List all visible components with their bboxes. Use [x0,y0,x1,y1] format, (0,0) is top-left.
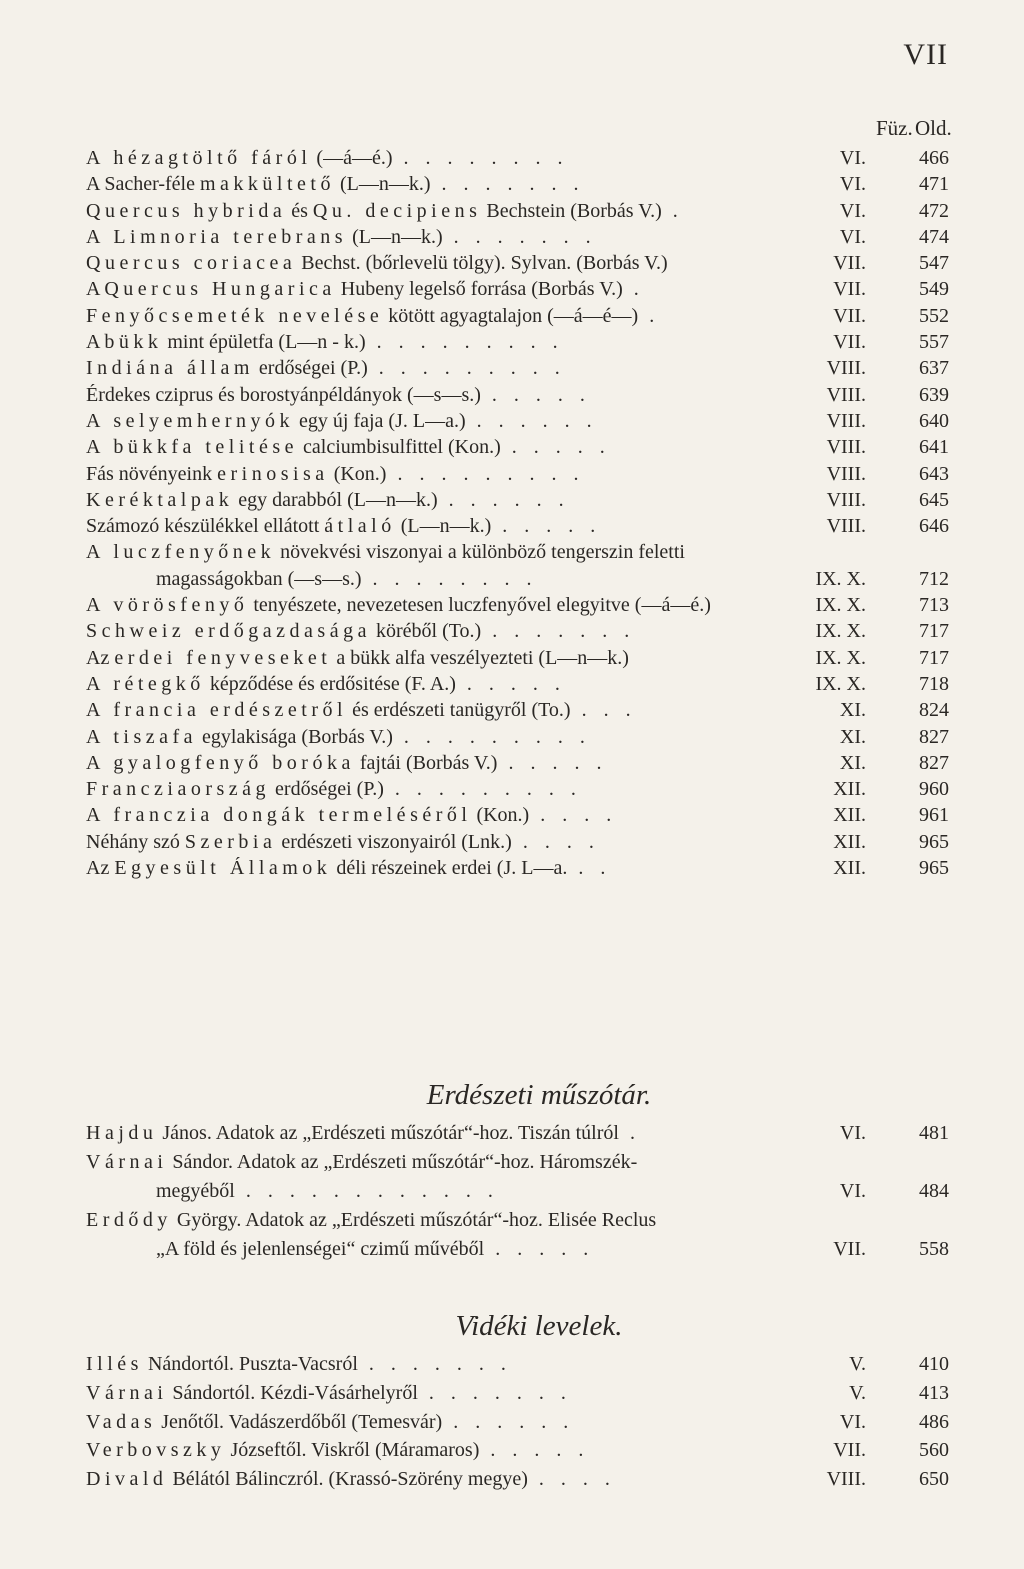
entry-title [86,1151,856,1174]
entry-issue: XII. [833,778,866,801]
entry-text: egy új faja (J. L—a.) [294,409,466,432]
entry-emphasis: Illés [86,1353,143,1375]
index-entry [86,854,952,880]
entry-issue: XII. [833,830,866,853]
entry-emphasis: Verbovszky [86,1439,226,1462]
entry-issue: VI. [839,199,866,222]
entry-title [86,673,856,696]
entry-emphasis: Erdődy [86,1209,172,1231]
index-entry [86,223,952,249]
leader-dots: . . . . . . . . . [386,462,585,485]
entry-emphasis: Egyesült Államok [114,857,332,880]
entry-title [86,252,856,275]
index-entry [86,617,952,643]
entry-issue: XII. [833,804,866,827]
entry-issue: IX. X. [815,646,866,669]
entry-text: köréből (To.) [370,620,482,643]
entry-text: calciumbisulfittel (Kon.) [298,436,501,459]
index-entry [86,302,952,328]
leader-dots: . [618,1122,641,1144]
leader-dots: . . . . . . [437,488,570,511]
index-entry [86,1379,952,1408]
index-entry [86,591,952,617]
entry-text: (Kon.) [471,804,530,827]
entry-page: 717 [919,646,949,669]
entry-emphasis: A selyemhernyók [86,409,295,432]
index-entry [86,1465,952,1494]
leader-dots: . . . . . . . [357,1353,512,1375]
entry-issue: VIII. [826,462,866,485]
leader-dots: . . . . . . . [481,620,636,643]
index-entry [86,197,952,223]
entry-text: Számozó készülékkel ellátott [86,515,325,538]
entry-page: 552 [919,304,949,327]
entry-title [86,357,856,380]
entry-page: 713 [919,594,949,617]
entry-title [86,331,856,354]
index-entry [86,538,952,564]
entry-emphasis: Keréktalpak [86,488,234,511]
entry-emphasis: A rétegkő [86,672,205,695]
leader-dots: . . . . . . [465,409,598,432]
entry-issue: V. [849,1381,866,1404]
entry-text: Sándor. Adatok az „Erdészeti műszótár“-hoz. Háromszék- [167,1151,638,1173]
entry-title [86,1411,856,1434]
leader-dots: . . . . [529,804,618,827]
section-forestry-glossary [86,1071,952,1264]
entry-title [86,594,856,617]
entry-issue: VII. [833,252,866,275]
leader-dots: . . . . . [491,515,602,538]
entry-text: kötött agyagtalajon (—á—é—) [383,304,639,327]
index-entry [86,1436,952,1465]
entry-text: erdőségei (P.) [270,778,384,801]
entry-text: (—á—é.) [311,147,393,169]
index-entry [86,1350,952,1379]
entry-text: (L—n—k.) [334,173,431,196]
entry-text: A Sacher-féle [86,173,200,196]
leader-dots: . . . . . . . [430,173,585,196]
entry-title [86,278,856,301]
entry-text: a bükk alfa veszélyezteti (L—n—k.) [331,646,629,669]
leader-dots: . . . . . . . . . [392,725,591,748]
entry-page: 484 [919,1180,949,1202]
index-entry [86,275,952,301]
entry-text: A [86,278,105,301]
index-entry [86,460,952,486]
entry-text: (L—n—k.) [395,515,492,538]
entry-emphasis: Quercus hybrida [86,199,287,222]
index-entry [86,670,952,696]
entry-emphasis: Quercus Hungarica [104,278,336,301]
leader-dots: . . . . . . . . . [365,331,564,354]
entry-page: 961 [919,804,949,827]
entry-emphasis: Fenyőcsemeték nevelése [86,304,384,327]
entry-page: 471 [919,173,949,196]
entry-issue: XI. [839,699,866,722]
leader-dots: . . . . . . [442,1410,575,1433]
index-entry [86,354,952,380]
index-entry [86,749,952,775]
entry-emphasis: erdei fenyveseket [114,646,332,669]
entry-title [86,515,856,538]
section-heading: Erdészeti műszótár. [426,1079,652,1111]
entry-text: megyéből [156,1180,235,1202]
index-entry [86,433,952,459]
entry-page: 643 [919,462,949,485]
entry-text: Bechst. (bőrlevelü tölgy). Sylvan. (Borbás V.) [296,252,668,275]
column-header-issue: Füz. [876,116,913,140]
entry-issue: VI. [839,225,866,248]
entry-emphasis: Divald [86,1468,168,1491]
entry-emphasis: Quercus coriacea [86,252,297,275]
leader-dots: . . . . . . . . . . . . [234,1180,499,1202]
leader-dots: . . . . . [455,672,566,695]
entry-emphasis: A luczfenyőnek [86,541,276,564]
entry-text: Fás növényeink [86,462,218,485]
entry-text: Jenőtől. Vadászerdőből (Temesvár) [156,1410,443,1433]
entry-page: 547 [919,252,949,275]
entry-text: növekvési viszonyai a különböző tengerszin feletti [275,541,685,564]
entry-issue: VIII. [826,436,866,459]
entry-title [86,1382,856,1405]
entry-text: Bélától Bálinczról. (Krassó-Szörény megye) [167,1468,528,1491]
index-entry [86,1206,952,1235]
entry-text: erdészeti viszonyairól (Lnk.) [276,830,512,853]
entry-title [86,1209,856,1232]
entry-page: 712 [919,567,949,590]
entry-text: Nándortól. Puszta-Vacsról [142,1353,358,1375]
entry-issue: VIII. [826,357,866,380]
entry-text: „A föld és jelenlenségei“ czimű művéből [156,1238,485,1260]
leader-dots: . . . . . [480,383,591,406]
entry-emphasis: Indiána állam [86,357,254,380]
entry-emphasis: A tiszafa [86,725,198,748]
entry-issue: XII. [833,857,866,880]
entry-text: erdőségei (P.) [253,357,368,380]
entry-title [86,173,856,196]
entry-emphasis: Szerbia [184,830,277,853]
index-entry [86,1177,952,1206]
leader-dots: . . . . . [500,436,611,459]
index-entry [86,1408,952,1437]
entry-page: 472 [919,199,949,222]
leader-dots: . . [567,857,612,880]
entry-issue: VI. [839,1410,866,1433]
leader-dots: . [661,199,684,222]
entry-issue: XI. [839,725,866,748]
leader-dots: . [622,278,645,301]
entry-title [156,1238,926,1261]
entry-text: déli részeinek erdei (J. L—a. [331,857,568,880]
entry-emphasis: Qu. decipiens [312,199,482,222]
entry-page: 410 [919,1353,949,1375]
entry-emphasis: A Limnoria terebrans [86,225,348,248]
leader-dots: . [638,304,661,327]
entry-issue: VII. [833,331,866,354]
entry-issue: VIII. [826,488,866,511]
entry-title [86,1353,856,1376]
leader-dots: . . . . . . . . [361,567,538,590]
entry-issue: VIII. [826,383,866,406]
leader-dots: . . . . . [479,1439,590,1462]
leader-dots: . . . . [511,830,600,853]
entry-issue: VII. [833,1439,866,1462]
entry-title [86,1439,856,1462]
entry-emphasis: A bükkfa telitése [86,436,299,459]
leader-dots: . . . . [527,1468,616,1491]
entry-text: Érdekes cziprus és borostyánpéldányok (—s—s.) [86,383,481,406]
entry-page: 413 [919,1381,949,1404]
index-entry [86,249,952,275]
entry-title [156,1180,926,1203]
entry-page: 466 [919,147,949,169]
entry-emphasis: Francziaország [86,778,271,801]
entry-title [86,1122,856,1145]
entry-issue: IX. X. [815,620,866,643]
index-entry [86,723,952,749]
entry-text: képződése és erdősitése (F. A.) [204,672,456,695]
index-entry [86,144,952,170]
entry-title [86,804,856,827]
entry-title [86,752,856,775]
entry-emphasis: Várnai [86,1381,168,1404]
entry-text: Józseftől. Viskről (Máramaros) [225,1439,480,1462]
index-entry [86,775,952,801]
entry-page: 549 [919,278,949,301]
entry-page: 717 [919,620,949,643]
entry-page: 827 [919,725,949,748]
entry-issue: VI. [839,1180,866,1202]
entry-issue: VIII. [826,1468,866,1491]
entry-page: 718 [919,672,949,695]
entry-title [86,226,856,249]
entry-emphasis: makkültető [199,173,335,196]
leader-dots: . . . . . . . . [392,147,569,169]
entry-text: Az [86,646,115,669]
entry-title [86,436,856,459]
index-entry [86,512,952,538]
leader-dots: . . . . . . . . . [367,357,566,380]
section-heading: Vidéki levelek. [455,1310,623,1342]
entry-emphasis: Schweiz erdőgazdasága [86,620,371,643]
section-articles [86,144,952,880]
entry-title [86,463,856,486]
entry-text: egy darabból (L—n—k.) [233,488,438,511]
entry-page: 557 [919,331,949,354]
index-entry [86,565,952,591]
entry-title [156,568,926,591]
entry-emphasis: bükk [104,331,163,354]
leader-dots: . . . . . . . [442,225,597,248]
entry-title [86,620,856,643]
entry-page: 965 [919,830,949,853]
entry-issue: VI. [839,147,866,169]
entry-emphasis: erinosisa [217,462,329,485]
entry-page: 960 [919,778,949,801]
leader-dots: . . . [570,699,637,722]
entry-emphasis: A gyalogfenyő boróka [86,751,355,774]
entry-page: 641 [919,436,949,459]
leader-dots: . . . . . [484,1238,595,1260]
entry-issue: IX. X. [815,594,866,617]
entry-text: Bechstein (Borbás V.) [481,199,662,222]
entry-emphasis: A franczia dongák termeléséről [86,804,472,827]
entry-title [86,831,856,854]
index-entry [86,407,952,433]
entry-title [86,726,856,749]
entry-emphasis: Vadas [86,1410,157,1433]
entry-page: 650 [919,1468,949,1491]
entry-page: 560 [919,1439,949,1462]
entry-text: (Kon.) [328,462,387,485]
page-number: VII [903,38,948,71]
entry-text: és erdészeti tanügyről (To.) [347,699,571,722]
entry-text: Hubeny legelső forrása (Borbás V.) [335,278,623,301]
entry-issue: IX. X. [815,567,866,590]
entry-text: és [286,199,313,222]
entry-emphasis: Várnai [86,1151,168,1173]
entry-emphasis: A vörösfenyő [86,594,249,617]
entry-text: tenyészete, nevezetesen luczfenyővel elegyitve (—á—é.) [248,594,711,617]
entry-title [86,384,856,407]
entry-emphasis: A francia erdészetről [86,699,348,722]
entry-text: magasságokban (—s—s.) [156,567,362,590]
entry-text: A [86,331,105,354]
entry-title [86,200,856,223]
entry-text: Az [86,857,115,880]
entry-title [86,147,856,170]
entry-page: 558 [919,1238,949,1260]
entry-page: 646 [919,515,949,538]
entry-title [86,647,856,670]
entry-emphasis: A hézagtöltő fáról [86,147,312,169]
entry-page: 824 [919,699,949,722]
entry-text: mint épületfa (L—n - k.) [162,331,366,354]
entry-text: egylakisága (Borbás V.) [197,725,393,748]
entry-title [86,1468,856,1491]
leader-dots: . . . . . . . . . [383,778,582,801]
entry-title [86,410,856,433]
column-header-page: Old. [915,116,952,140]
entry-page: 645 [919,488,949,511]
index-entry [86,381,952,407]
leader-dots: . . . . . [497,751,608,774]
entry-text: Sándortól. Kézdi-Vásárhelyről [167,1381,418,1404]
entry-page: 474 [919,225,949,248]
entry-text: Néhány szó [86,830,185,853]
index-entry [86,1119,952,1148]
index-entry [86,170,952,196]
entry-issue: VI. [839,173,866,196]
index-entry [86,644,952,670]
entry-text: (L—n—k.) [347,225,443,248]
entry-page: 481 [919,1122,949,1144]
entry-emphasis: átlaló [324,515,396,538]
entry-text: János. Adatok az „Erdészeti műszótár“-hoz. Tiszán túlról [157,1122,619,1144]
index-entry [86,828,952,854]
entry-text: fajtái (Borbás V.) [354,751,498,774]
entry-issue: VIII. [826,409,866,432]
entry-issue: VII. [833,304,866,327]
entry-issue: XI. [839,751,866,774]
index-entry [86,1148,952,1177]
entry-issue: IX. X. [815,672,866,695]
entry-page: 827 [919,751,949,774]
entry-text: György. Adatok az „Erdészeti műszótár“-hoz. Elisée Reclus [171,1209,657,1231]
section-regional-letters [86,1302,952,1494]
entry-title [86,541,856,564]
entry-title [86,305,856,328]
index-entry [86,1235,952,1264]
entry-issue: VII. [833,1238,866,1260]
index-entry [86,801,952,827]
entry-issue: V. [849,1353,866,1375]
leader-dots: . . . . . . . [417,1381,572,1404]
entry-title [86,778,856,801]
entry-page: 486 [919,1410,949,1433]
entry-page: 637 [919,357,949,380]
entry-emphasis: Hajdu [86,1122,158,1144]
entry-issue: VII. [833,278,866,301]
entry-page: 639 [919,383,949,406]
index-entry [86,486,952,512]
entry-page: 640 [919,409,949,432]
entry-title [86,489,856,512]
entry-title [86,857,856,880]
index-entry [86,696,952,722]
index-entry [86,328,952,354]
entry-issue: VI. [839,1122,866,1144]
entry-page: 965 [919,857,949,880]
entry-issue: VIII. [826,515,866,538]
entry-title [86,699,856,722]
